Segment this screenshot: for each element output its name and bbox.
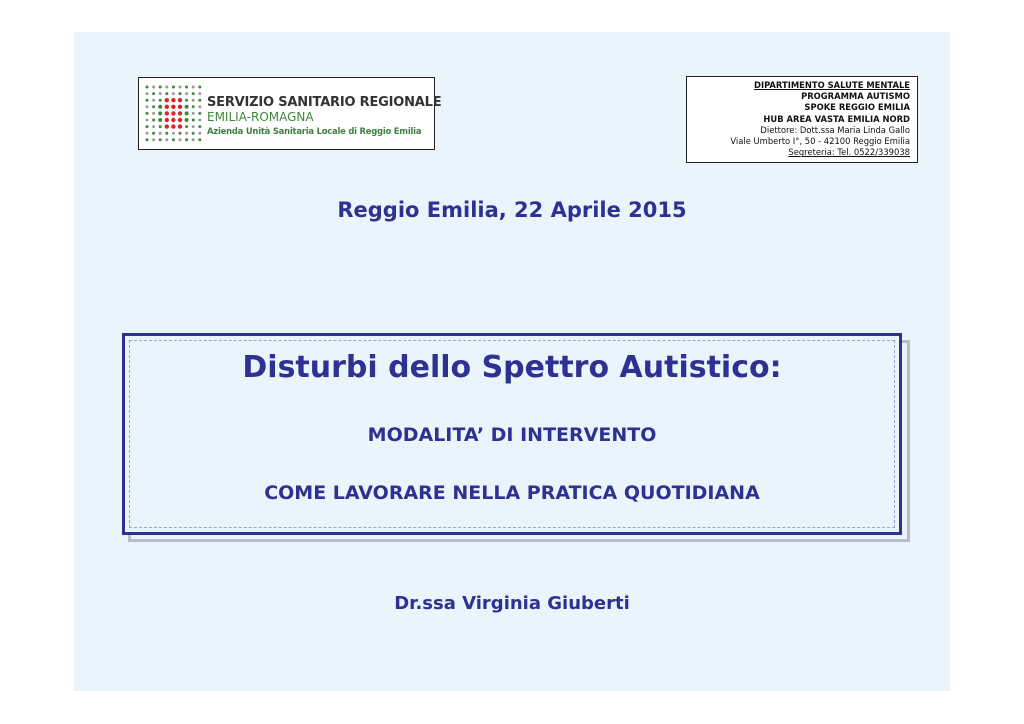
logo-dot	[146, 92, 149, 95]
logo-dot	[192, 99, 195, 102]
logo-dot	[179, 86, 182, 89]
logo-dot	[178, 111, 182, 115]
logo-dot	[152, 119, 155, 122]
logo-agency: Azienda Unità Sanitaria Locale di Reggio Emilia	[207, 126, 422, 136]
logo-dot	[192, 86, 195, 89]
logo-dot	[192, 119, 195, 122]
spoke-name: SPOKE REGGIO EMILIA	[804, 102, 910, 113]
logo-dot	[158, 111, 162, 115]
logo-dot	[192, 125, 195, 128]
logo-dot	[159, 86, 162, 89]
logo-dot	[146, 105, 149, 108]
logo-dot	[192, 138, 195, 141]
logo-dot	[172, 138, 175, 141]
logo-dot	[165, 124, 169, 128]
logo-dot	[198, 138, 201, 141]
secretariat-phone: Segreteria: Tel. 0522/339038	[788, 147, 910, 158]
logo-dot	[159, 132, 162, 135]
logo-dot	[198, 86, 201, 89]
logo-dot	[146, 99, 149, 102]
logo-dot	[165, 138, 168, 141]
subtitle-intervention: MODALITA’ DI INTERVENTO	[367, 424, 657, 446]
logo-dot	[198, 119, 201, 122]
logo-dot	[158, 118, 162, 122]
department-name: DIPARTIMENTO SALUTE MENTALE	[754, 80, 910, 90]
logo-dot	[192, 105, 195, 108]
logo-dot	[198, 99, 201, 102]
logo-dot	[152, 86, 155, 89]
logo-dot	[152, 138, 155, 141]
logo-dot	[165, 118, 169, 122]
logo-dot	[146, 112, 149, 115]
logo-dot	[165, 105, 169, 109]
logo-dot	[165, 132, 168, 135]
hub-name: HUB AREA VASTA EMILIA NORD	[763, 113, 910, 124]
logo-dot	[171, 124, 175, 128]
logo-dot	[185, 111, 189, 115]
address: Viale Umberto I°, 50 - 42100 Reggio Emilia	[730, 136, 910, 147]
logo-dot	[179, 132, 182, 135]
logo-region: EMILIA-ROMAGNA	[207, 110, 314, 124]
logo-dot	[146, 119, 149, 122]
logo-dot	[152, 92, 155, 95]
title-box	[122, 333, 902, 535]
presentation-date: Reggio Emilia, 22 Aprile 2015	[337, 198, 687, 222]
program-name: PROGRAMMA AUTISMO	[801, 91, 910, 102]
logo-dot	[146, 86, 149, 89]
logo-dot	[198, 112, 201, 115]
logo	[138, 77, 442, 150]
logo-dot	[171, 111, 175, 115]
logo-dot	[185, 105, 189, 109]
logo-dot	[192, 92, 195, 95]
logo-dot	[152, 105, 155, 108]
logo-dot	[185, 125, 188, 128]
logo-dot	[159, 138, 162, 141]
logo-dot	[146, 132, 149, 135]
logo-dot	[152, 125, 155, 128]
logo-dot	[178, 124, 182, 128]
logo-dot	[158, 105, 162, 109]
logo-dot	[172, 86, 175, 89]
logo-dot	[192, 132, 195, 135]
logo-dot	[171, 98, 175, 102]
department-box	[686, 76, 918, 163]
logo-dot	[178, 118, 182, 122]
logo-dot	[171, 105, 175, 109]
logo-dot	[159, 92, 162, 95]
logo-dot	[165, 92, 168, 95]
slide	[74, 32, 950, 691]
logo-dot	[171, 118, 175, 122]
logo-dot	[146, 138, 149, 141]
logo-dot	[172, 92, 175, 95]
logo-dot	[185, 118, 189, 122]
logo-dot	[172, 132, 175, 135]
logo-dot	[165, 111, 169, 115]
logo-dot	[185, 86, 188, 89]
logo-dot	[185, 99, 188, 102]
logo-dot	[152, 112, 155, 115]
subtitle-practice: COME LAVORARE NELLA PRATICA QUOTIDIANA	[264, 482, 760, 504]
logo-dot	[152, 132, 155, 135]
logo-dot	[178, 98, 182, 102]
logo-dot	[198, 125, 201, 128]
director: Diettore: Dott.ssa Maria Linda Gallo	[760, 124, 910, 135]
logo-dot	[165, 98, 169, 102]
main-title: Disturbi dello Spettro Autistico:	[242, 350, 782, 385]
logo-dot	[185, 132, 188, 135]
logo-dot	[159, 125, 162, 128]
logo-dot	[185, 138, 188, 141]
logo-dot	[179, 138, 182, 141]
logo-dot	[179, 92, 182, 95]
logo-dot	[159, 99, 162, 102]
logo-dot	[146, 125, 149, 128]
author-name: Dr.ssa Virginia Giuberti	[394, 593, 630, 614]
logo-dot	[165, 86, 168, 89]
logo-dot	[198, 92, 201, 95]
logo-dot	[198, 105, 201, 108]
logo-title: SERVIZIO SANITARIO REGIONALE	[207, 95, 442, 110]
logo-dot	[192, 112, 195, 115]
logo-dot	[185, 92, 188, 95]
logo-dot	[178, 105, 182, 109]
logo-dot	[152, 99, 155, 102]
logo-dot	[198, 132, 201, 135]
logo-dots-icon	[143, 83, 203, 145]
